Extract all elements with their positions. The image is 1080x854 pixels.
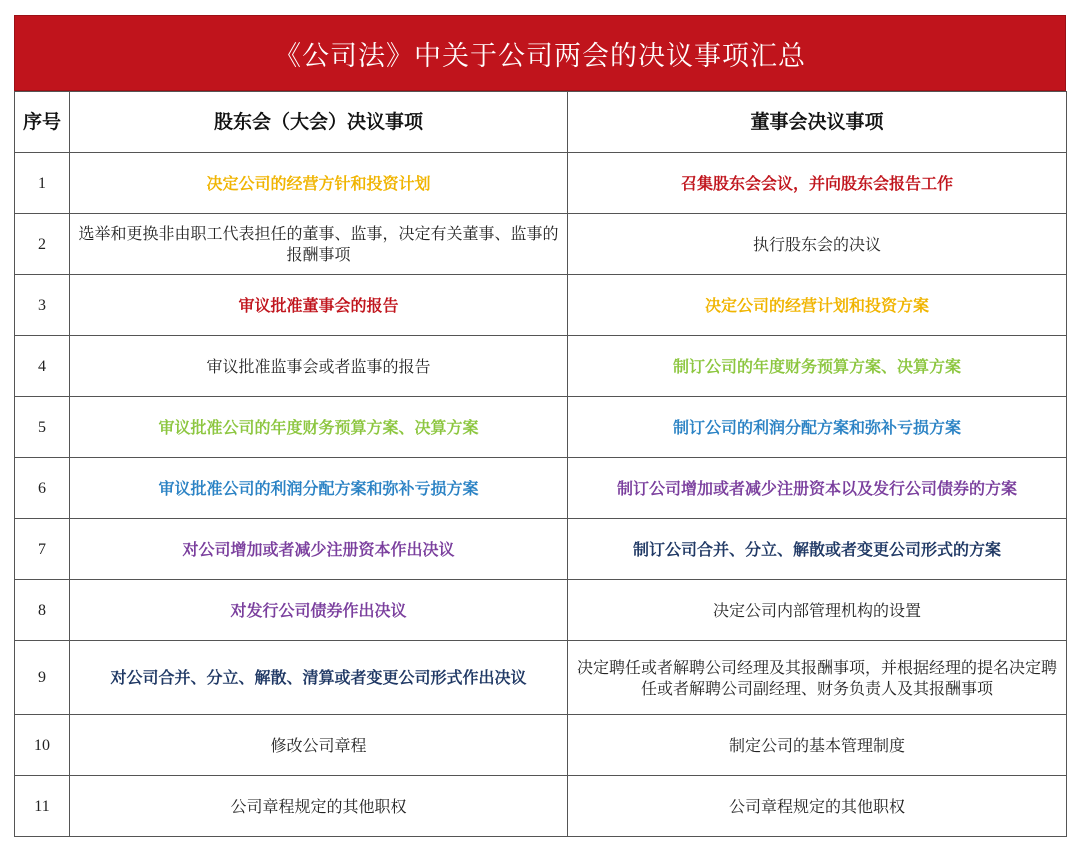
shareholder-item: 对公司增加或者减少注册资本作出决议 xyxy=(70,519,568,580)
table-row xyxy=(15,458,1067,519)
row-number: 10 xyxy=(15,715,70,776)
table-row xyxy=(15,580,1067,641)
header-board: 董事会决议事项 xyxy=(568,92,1067,153)
board-item: 制订公司合并、分立、解散或者变更公司形式的方案 xyxy=(568,519,1067,580)
shareholder-item: 选举和更换非由职工代表担任的董事、监事，决定有关董事、监事的报酬事项 xyxy=(70,214,568,275)
board-item: 决定聘任或者解聘公司经理及其报酬事项，并根据经理的提名决定聘任或者解聘公司副经理、财务负责人及其报酬事项 xyxy=(568,641,1067,715)
board-item: 决定公司的经营计划和投资方案 xyxy=(568,275,1067,336)
row-number: 2 xyxy=(15,214,70,275)
table-row xyxy=(15,275,1067,336)
table-title: 《公司法》中关于公司两会的决议事项汇总 xyxy=(14,15,1066,91)
row-number: 4 xyxy=(15,336,70,397)
board-item: 决定公司内部管理机构的设置 xyxy=(568,580,1067,641)
board-item: 制定公司的基本管理制度 xyxy=(568,715,1067,776)
board-item: 公司章程规定的其他职权 xyxy=(568,776,1067,837)
row-number: 6 xyxy=(15,458,70,519)
board-item: 制订公司增加或者减少注册资本以及发行公司债券的方案 xyxy=(568,458,1067,519)
shareholder-item: 审议批准公司的年度财务预算方案、决算方案 xyxy=(70,397,568,458)
table-row xyxy=(15,397,1067,458)
table-row xyxy=(15,336,1067,397)
board-item: 召集股东会会议，并向股东会报告工作 xyxy=(568,153,1067,214)
shareholder-item: 决定公司的经营方针和投资计划 xyxy=(70,153,568,214)
header-row xyxy=(15,92,1067,153)
table-row xyxy=(15,776,1067,837)
row-number: 11 xyxy=(15,776,70,837)
header-num: 序号 xyxy=(15,92,70,153)
shareholder-item: 审议批准董事会的报告 xyxy=(70,275,568,336)
table-row xyxy=(15,715,1067,776)
row-number: 3 xyxy=(15,275,70,336)
shareholder-item: 对发行公司债券作出决议 xyxy=(70,580,568,641)
board-item: 执行股东会的决议 xyxy=(568,214,1067,275)
shareholder-item: 修改公司章程 xyxy=(70,715,568,776)
shareholder-item: 对公司合并、分立、解散、清算或者变更公司形式作出决议 xyxy=(70,641,568,715)
board-item: 制订公司的年度财务预算方案、决算方案 xyxy=(568,336,1067,397)
resolution-table xyxy=(14,91,1067,837)
shareholder-item: 审议批准监事会或者监事的报告 xyxy=(70,336,568,397)
resolution-summary-page xyxy=(14,15,1066,837)
row-number: 9 xyxy=(15,641,70,715)
board-item: 制订公司的利润分配方案和弥补亏损方案 xyxy=(568,397,1067,458)
row-number: 5 xyxy=(15,397,70,458)
shareholder-item: 审议批准公司的利润分配方案和弥补亏损方案 xyxy=(70,458,568,519)
header-shareholders: 股东会（大会）决议事项 xyxy=(70,92,568,153)
table-row xyxy=(15,214,1067,275)
row-number: 1 xyxy=(15,153,70,214)
row-number: 7 xyxy=(15,519,70,580)
row-number: 8 xyxy=(15,580,70,641)
table-row xyxy=(15,153,1067,214)
table-row xyxy=(15,519,1067,580)
shareholder-item: 公司章程规定的其他职权 xyxy=(70,776,568,837)
table-row xyxy=(15,641,1067,715)
